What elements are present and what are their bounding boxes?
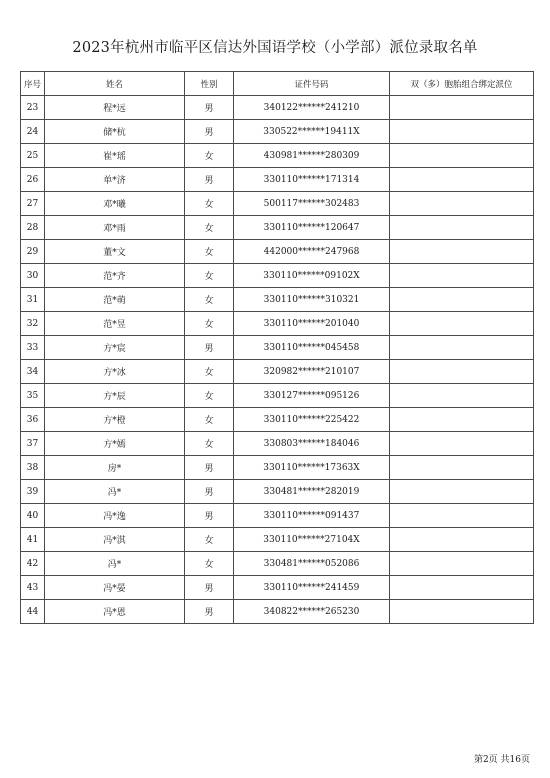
cell-gender: 女 [185, 264, 234, 288]
cell-name: 范*萌 [45, 288, 185, 312]
cell-twin-binding [390, 96, 534, 120]
cell-seq: 31 [21, 288, 45, 312]
cell-gender: 男 [185, 96, 234, 120]
cell-seq: 38 [21, 456, 45, 480]
cell-gender: 女 [185, 528, 234, 552]
cell-twin-binding [390, 432, 534, 456]
header-seq: 序号 [21, 72, 45, 96]
cell-id-number: 320982******210107 [234, 360, 390, 384]
table-row [21, 120, 534, 144]
cell-twin-binding [390, 384, 534, 408]
table-row [21, 504, 534, 528]
cell-seq: 34 [21, 360, 45, 384]
cell-twin-binding [390, 216, 534, 240]
cell-id-number: 330803******184046 [234, 432, 390, 456]
cell-id-number: 330110******310321 [234, 288, 390, 312]
cell-name: 邓*曦 [45, 192, 185, 216]
cell-seq: 23 [21, 96, 45, 120]
table-row [21, 576, 534, 600]
table-row [21, 528, 534, 552]
cell-seq: 39 [21, 480, 45, 504]
cell-id-number: 430981******280309 [234, 144, 390, 168]
cell-twin-binding [390, 264, 534, 288]
table-body [21, 96, 534, 624]
cell-gender: 女 [185, 360, 234, 384]
table-row [21, 432, 534, 456]
cell-name: 冯*晏 [45, 576, 185, 600]
cell-id-number: 330110******201040 [234, 312, 390, 336]
cell-twin-binding [390, 192, 534, 216]
cell-id-number: 330110******171314 [234, 168, 390, 192]
cell-id-number: 330110******09102X [234, 264, 390, 288]
table-row [21, 360, 534, 384]
cell-gender: 女 [185, 192, 234, 216]
cell-id-number: 330110******27104X [234, 528, 390, 552]
table-header [21, 72, 534, 96]
table-row [21, 240, 534, 264]
cell-seq: 43 [21, 576, 45, 600]
cell-seq: 24 [21, 120, 45, 144]
cell-name: 冯*逸 [45, 504, 185, 528]
cell-id-number: 340122******241210 [234, 96, 390, 120]
cell-twin-binding [390, 120, 534, 144]
cell-gender: 女 [185, 312, 234, 336]
cell-twin-binding [390, 312, 534, 336]
cell-twin-binding [390, 528, 534, 552]
cell-name: 方*嫣 [45, 432, 185, 456]
cell-gender: 男 [185, 600, 234, 624]
table-row [21, 480, 534, 504]
cell-twin-binding [390, 600, 534, 624]
cell-gender: 男 [185, 168, 234, 192]
cell-gender: 男 [185, 336, 234, 360]
cell-name: 方*宸 [45, 336, 185, 360]
cell-seq: 27 [21, 192, 45, 216]
table-row [21, 408, 534, 432]
cell-twin-binding [390, 168, 534, 192]
cell-id-number: 330481******282019 [234, 480, 390, 504]
cell-seq: 41 [21, 528, 45, 552]
cell-twin-binding [390, 504, 534, 528]
cell-id-number: 330110******225422 [234, 408, 390, 432]
cell-twin-binding [390, 456, 534, 480]
cell-seq: 26 [21, 168, 45, 192]
table-row [21, 288, 534, 312]
header-name: 姓名 [45, 72, 185, 96]
cell-gender: 男 [185, 480, 234, 504]
cell-seq: 25 [21, 144, 45, 168]
cell-name: 冯* [45, 480, 185, 504]
cell-seq: 29 [21, 240, 45, 264]
cell-gender: 女 [185, 144, 234, 168]
cell-name: 程*远 [45, 96, 185, 120]
cell-twin-binding [390, 552, 534, 576]
cell-name: 房* [45, 456, 185, 480]
header-twin-binding: 双（多）胞胎组合绑定派位 [390, 72, 534, 96]
cell-seq: 40 [21, 504, 45, 528]
cell-twin-binding [390, 144, 534, 168]
page-footer: 第2页 共16页 [473, 755, 530, 765]
cell-gender: 女 [185, 288, 234, 312]
table-row [21, 456, 534, 480]
cell-name: 崔*瑶 [45, 144, 185, 168]
cell-name: 方*辰 [45, 384, 185, 408]
cell-seq: 32 [21, 312, 45, 336]
cell-twin-binding [390, 576, 534, 600]
cell-id-number: 330110******120647 [234, 216, 390, 240]
cell-seq: 33 [21, 336, 45, 360]
cell-twin-binding [390, 480, 534, 504]
table-row [21, 144, 534, 168]
cell-gender: 女 [185, 432, 234, 456]
cell-id-number: 330110******045458 [234, 336, 390, 360]
table-row [21, 552, 534, 576]
cell-id-number: 330522******19411X [234, 120, 390, 144]
cell-twin-binding [390, 288, 534, 312]
header-row [21, 72, 534, 96]
cell-seq: 28 [21, 216, 45, 240]
cell-gender: 男 [185, 504, 234, 528]
cell-gender: 男 [185, 456, 234, 480]
cell-id-number: 442000******247968 [234, 240, 390, 264]
table-row [21, 168, 534, 192]
table-row [21, 264, 534, 288]
cell-gender: 男 [185, 120, 234, 144]
cell-id-number: 330127******095126 [234, 384, 390, 408]
cell-twin-binding [390, 408, 534, 432]
cell-id-number: 330110******241459 [234, 576, 390, 600]
cell-seq: 30 [21, 264, 45, 288]
cell-id-number: 330110******091437 [234, 504, 390, 528]
cell-seq: 37 [21, 432, 45, 456]
cell-seq: 42 [21, 552, 45, 576]
table-row [21, 384, 534, 408]
document-title: 2023年杭州市临平区信达外国语学校（小学部）派位录取名单 [72, 40, 478, 56]
cell-id-number: 330481******052086 [234, 552, 390, 576]
cell-gender: 女 [185, 552, 234, 576]
cell-seq: 44 [21, 600, 45, 624]
table-row [21, 336, 534, 360]
cell-seq: 35 [21, 384, 45, 408]
cell-name: 董*文 [45, 240, 185, 264]
cell-twin-binding [390, 240, 534, 264]
table-row [21, 192, 534, 216]
admission-table [20, 71, 534, 624]
cell-gender: 女 [185, 216, 234, 240]
cell-name: 方*冰 [45, 360, 185, 384]
header-id-number: 证件号码 [234, 72, 390, 96]
cell-id-number: 330110******17363X [234, 456, 390, 480]
cell-name: 范*齐 [45, 264, 185, 288]
cell-twin-binding [390, 336, 534, 360]
cell-name: 邓*雨 [45, 216, 185, 240]
table-row [21, 96, 534, 120]
cell-gender: 女 [185, 240, 234, 264]
cell-name: 储*杭 [45, 120, 185, 144]
cell-id-number: 340822******265230 [234, 600, 390, 624]
header-gender: 性别 [185, 72, 234, 96]
cell-gender: 男 [185, 576, 234, 600]
table-row [21, 216, 534, 240]
cell-name: 冯*恩 [45, 600, 185, 624]
cell-gender: 女 [185, 408, 234, 432]
table-row [21, 312, 534, 336]
cell-name: 单*济 [45, 168, 185, 192]
cell-id-number: 500117******302483 [234, 192, 390, 216]
cell-seq: 36 [21, 408, 45, 432]
cell-name: 方*橙 [45, 408, 185, 432]
cell-name: 冯*淇 [45, 528, 185, 552]
cell-name: 范*昱 [45, 312, 185, 336]
cell-name: 冯* [45, 552, 185, 576]
cell-twin-binding [390, 360, 534, 384]
cell-gender: 女 [185, 384, 234, 408]
table-row [21, 600, 534, 624]
